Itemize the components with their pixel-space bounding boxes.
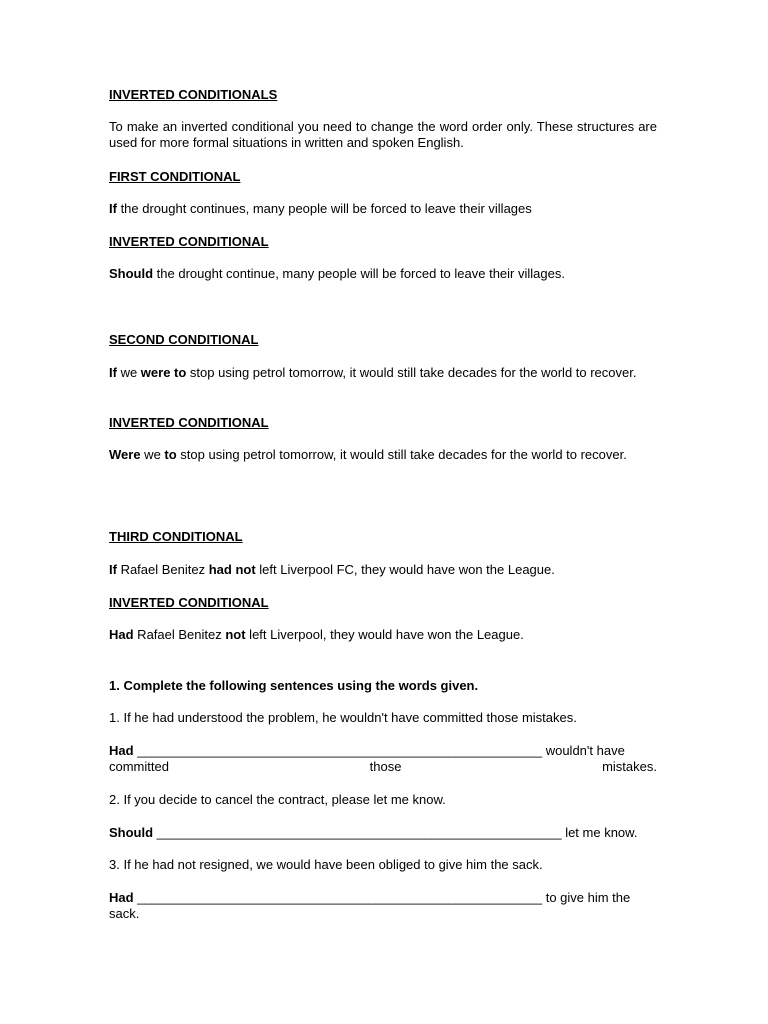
exercise-instruction: 1. Complete the following sentences using the words given. xyxy=(109,678,479,693)
exercise-answer-line-2: Should ________________________________________________________ let me know. xyxy=(109,825,638,840)
page-title: INVERTED CONDITIONALS xyxy=(109,87,278,102)
answer-blank-1: ________________________________________________________ xyxy=(137,743,543,758)
first-conditional-heading: FIRST CONDITIONAL xyxy=(109,169,241,184)
third-inverted-example: Had Rafael Benitez not left Liverpool, they would have won the League. xyxy=(109,627,524,642)
exercise-sentence-2: 2. If you decide to cancel the contract, please let me know. xyxy=(109,792,446,807)
answer-blank-2: ________________________________________________________ xyxy=(156,825,562,840)
exercise-sentence-1: 1. If he had understood the problem, he wouldn't have committed those mistakes. xyxy=(109,710,577,725)
second-inverted-example: Were we to stop using petrol tomorrow, it would still take decades for the world to recover. xyxy=(109,447,627,462)
answer-blank-3: ________________________________________________________ xyxy=(137,890,543,905)
exercise-answer-line-1: Had ________________________________________________________ wouldn't have committed those mistakes. xyxy=(109,743,657,774)
second-inverted-heading: INVERTED CONDITIONAL xyxy=(109,415,269,430)
third-inverted-heading: INVERTED CONDITIONAL xyxy=(109,595,269,610)
third-conditional-heading: THIRD CONDITIONAL xyxy=(109,529,243,544)
third-conditional-example: If Rafael Benitez had not left Liverpool FC, they would have won the League. xyxy=(109,562,555,577)
second-conditional-example: If we were to stop using petrol tomorrow, it would still take decades for the world to recover. xyxy=(109,365,637,380)
first-conditional-example: If the drought continues, many people will be forced to leave their villages xyxy=(109,201,532,216)
exercise-sentence-3: 3. If he had not resigned, we would have been obliged to give him the sack. xyxy=(109,857,543,872)
exercise-answer-line-3: Had ________________________________________________________ to give him the sack. xyxy=(109,890,631,921)
first-inverted-heading: INVERTED CONDITIONAL xyxy=(109,234,269,249)
second-conditional-heading: SECOND CONDITIONAL xyxy=(109,332,259,347)
first-inverted-example: Should the drought continue, many people will be forced to leave their villages. xyxy=(109,266,565,281)
intro-paragraph: To make an inverted conditional you need to change the word order only. These structures are used for more formal situations in written and spoken English. xyxy=(109,119,657,150)
